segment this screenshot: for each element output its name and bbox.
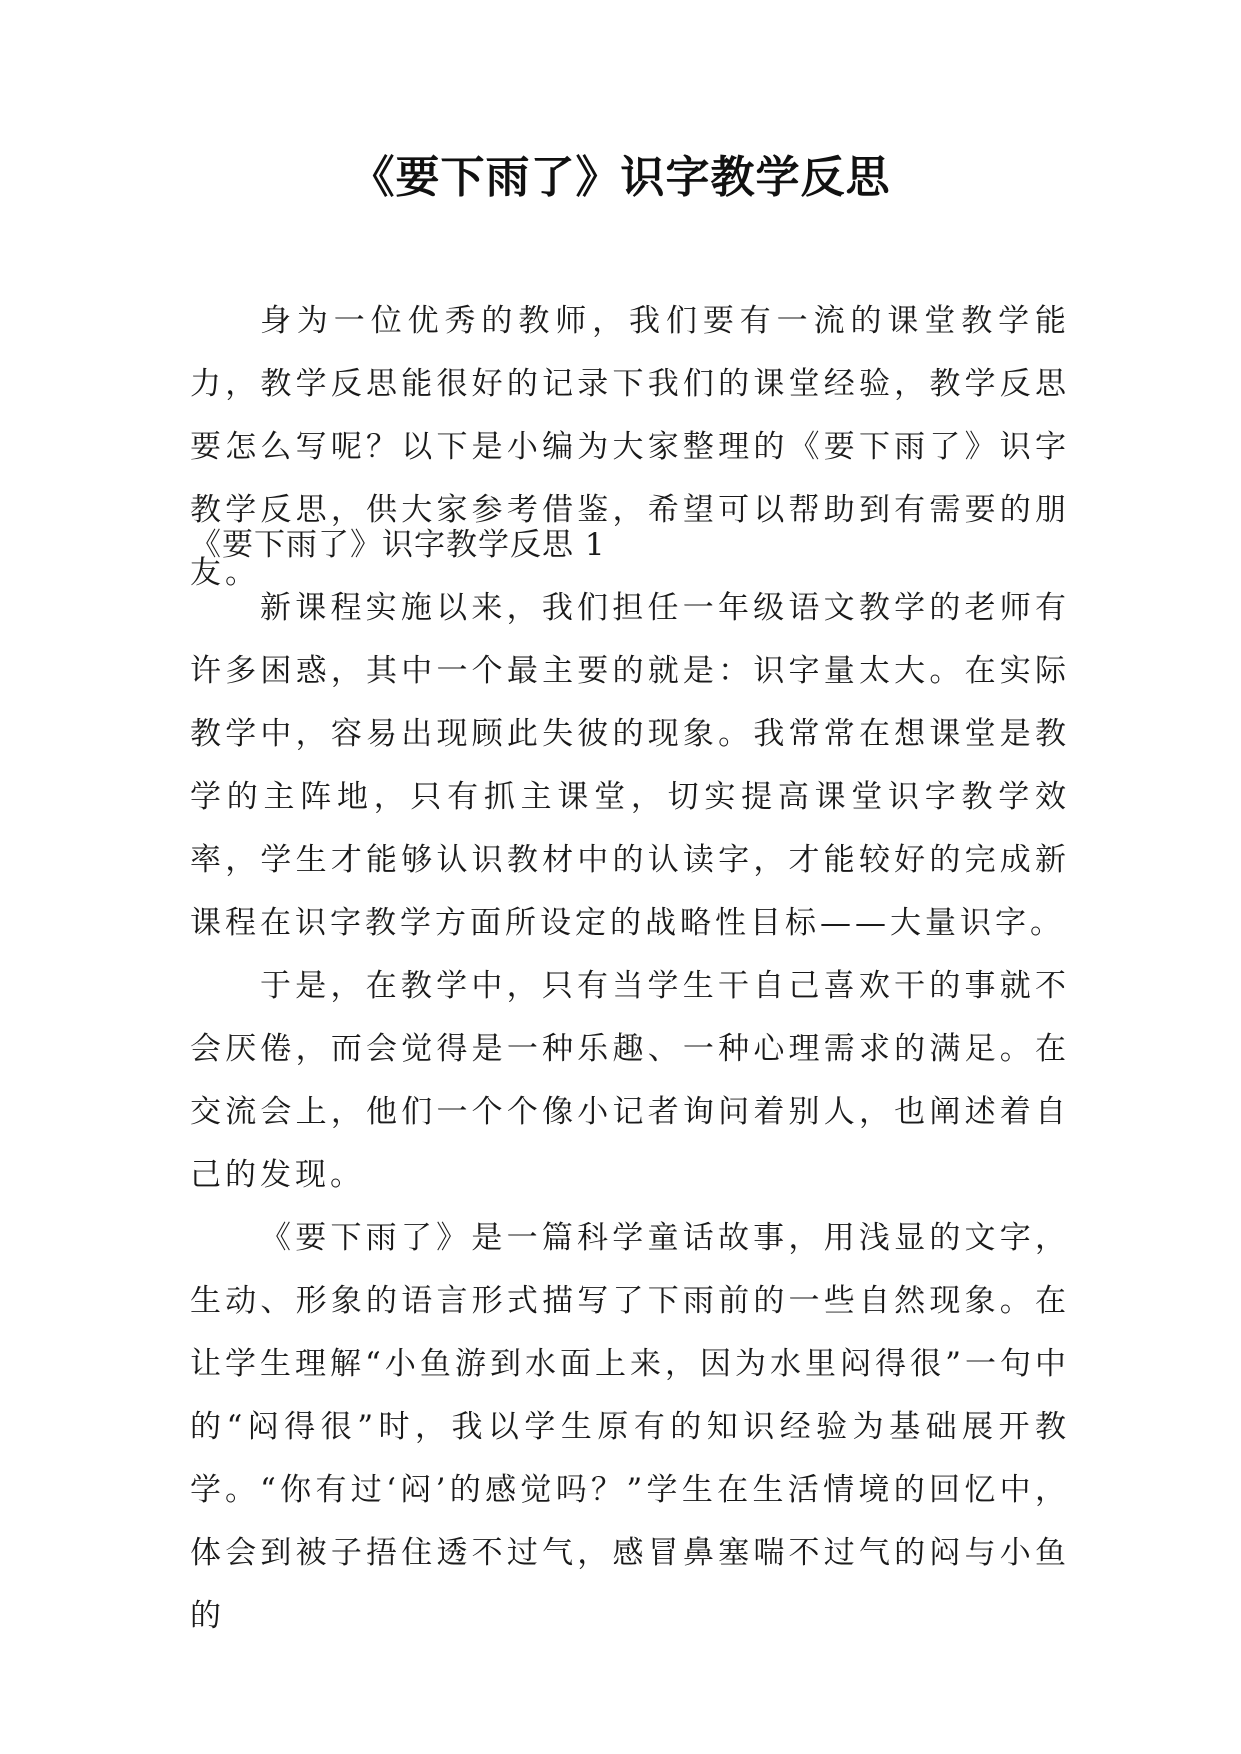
intro-paragraph: 身为一位优秀的教师，我们要有一流的课堂教学能力，教学反思能很好的记录下我们的课堂经验，教学反思要怎么写呢？以下是小编为大家整理的《要下雨了》识字教学反思，供大家参考借鉴，希望可以帮助到有需要的朋友。: [190, 303, 1070, 591]
body-paragraph-4: “你有过‘闷’的感觉吗？”学生在生活情境的回忆中，体会到被子捂住透不过气，感冒鼻塞喘不过气的闷与小鱼的: [190, 1472, 1070, 1634]
section-heading: 《要下雨了》识字教学反思 1: [190, 527, 606, 563]
body-paragraph-2: 于是，在教学中，只有当学生干自己喜欢干的事就不会厌倦，而会觉得是一种乐趣、一种心理需求的满足。在交流会上，他们一个个像小记者询问着别人，也阐述着自己的发现。: [190, 968, 1070, 1193]
document-title: 《要下雨了》识字教学反思: [350, 152, 891, 203]
body-paragraph-3: 《要下雨了》是一篇科学童话故事，用浅显的文字，生动、形象的语言形式描写了下雨前的一些自然现象。在让学生理解“小鱼游到水面上来，因为水里闷得很”一句中的“闷得很”时，我以学生原有的知识经验为基础展开教学。: [190, 1220, 1070, 1508]
body-paragraph-1: 新课程实施以来，我们担任一年级语文教学的老师有许多困惑，其中一个最主要的就是：识字量太大。在实际教学中，容易出现顾此失彼的现象。我常常在想课堂是教学的主阵地，只有抓主课堂，切实提高课堂识字教学效率，学生才能够认识教材中的认读字，才能较好的完成新课程在识字教学方面所设定的战略性目标——大量识字。: [190, 590, 1070, 941]
